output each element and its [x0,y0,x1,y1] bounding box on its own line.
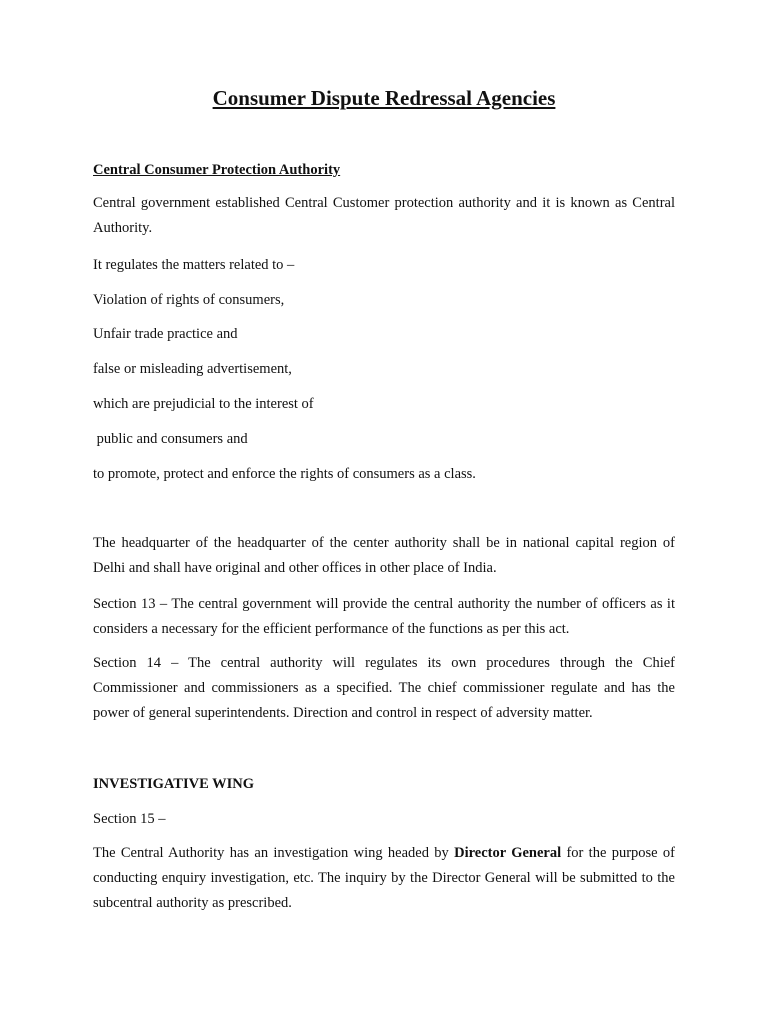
paragraph-section-13: Section 13 – The central government will provide the central authority the number of officers as it considers a necessary for the efficient performance of the functions as per this act. [93,596,675,637]
section-15-label: Section 15 – [93,811,166,827]
paragraph-central-authority-intro: Central government established Central Customer protection authority and it is known as Central Authority. [93,195,675,236]
paragraph-section-15-text-post: for the purpose of conducting enquiry investigation, etc. The inquiry by the Director General will be submitted to the subcentral authority as prescribed. [93,845,675,911]
paragraph-section-15-text-pre: The Central Authority has an investigation wing headed by [93,845,455,861]
list-line-unfair-trade: Unfair trade practice and [93,326,238,342]
list-line-violation: Violation of rights of consumers, [93,292,285,308]
paragraph-section-14: Section 14 – The central authority will regulates its own procedures through the Chief Commissioner and commissioners as a specified. The chief commissioner regulate and has the power of general superintendents. Direction and control in respect of adversity matter. [93,655,675,721]
list-line-misleading-ad: false or misleading advertisement, [93,361,292,377]
list-line-promote: to promote, protect and enforce the rights of consumers as a class. [93,466,476,482]
section-heading-investigative-wing: INVESTIGATIVE WING [93,776,255,792]
paragraph-headquarter: The headquarter of the headquarter of the center authority shall be in national capital region of Delhi and shall have original and other offices in other place of India. [93,535,675,576]
list-line-prejudicial: which are prejudicial to the interest of [93,396,314,412]
list-line-public: public and consumers and [93,431,248,447]
paragraph-section-15 [93,841,675,916]
document-title: Consumer Dispute Redressal Agencies [212,86,556,110]
list-line-regulates: It regulates the matters related to – [93,257,295,273]
section-heading-central-authority: Central Consumer Protection Authority [93,162,341,178]
director-general-bold: Director General [454,845,562,861]
